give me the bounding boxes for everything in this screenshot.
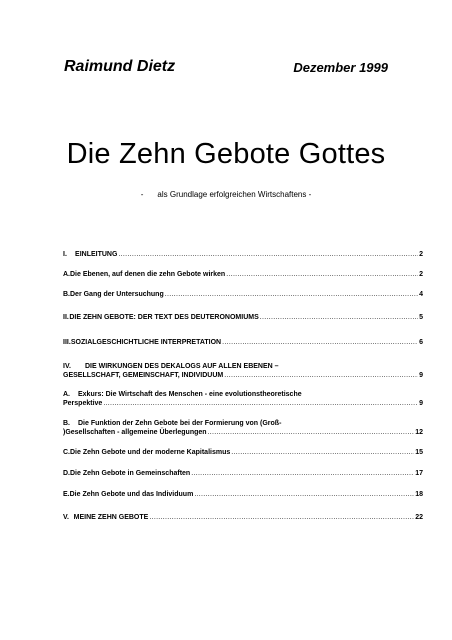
toc-page: 9: [419, 400, 423, 407]
toc-entry[interactable]: [63, 250, 423, 259]
toc-entry[interactable]: [63, 338, 423, 347]
toc-page: 12: [415, 429, 423, 436]
toc-number: B.: [63, 420, 70, 427]
toc-title: Die Ebenen, auf denen die zehn Gebote wirken: [70, 271, 226, 278]
toc-page: 17: [415, 470, 423, 477]
toc-title-line2: )Gesellschaften - allgemeine Überlegungen: [63, 429, 207, 436]
toc-title-line2: GESELLSCHAFT, GEMEINSCHAFT, INDIVIDUUM: [63, 372, 224, 379]
toc-entry[interactable]: [63, 490, 423, 499]
toc-title: SOZIALGESCHICHTLICHE INTERPRETATION: [70, 339, 222, 346]
toc-leader-dots: [222, 338, 418, 347]
header: [64, 58, 388, 82]
toc-entry[interactable]: [63, 270, 423, 279]
document-title: Die Zehn Gebote Gottes: [66, 138, 386, 170]
toc-page: 4: [419, 291, 423, 298]
toc-number: B.: [63, 291, 70, 298]
toc-title-line1: Exkurs: Die Wirtschaft des Menschen - eine evolutionstheoretische: [78, 391, 302, 398]
subtitle-text: als Grundlage erfolgreichen Wirtschaftens -: [157, 190, 312, 199]
toc-page: 6: [419, 339, 423, 346]
toc-number: C.: [63, 449, 70, 456]
toc-page: 22: [415, 514, 423, 521]
toc-title: MEINE ZEHN GEBOTE: [73, 514, 149, 521]
document-date: Dezember 1999: [293, 60, 388, 75]
toc-number: A.: [63, 391, 70, 398]
toc-number: D.: [63, 470, 70, 477]
toc-title: Die Zehn Gebote und der moderne Kapitalismus: [70, 449, 231, 456]
toc-number: A.: [63, 271, 70, 278]
toc-page: 5: [419, 314, 423, 321]
toc-entry[interactable]: [63, 513, 423, 522]
toc-number: I.: [63, 251, 67, 258]
toc-page: 9: [419, 372, 423, 379]
toc-entry[interactable]: [63, 290, 423, 299]
toc-entry[interactable]: [63, 469, 423, 478]
toc-entry[interactable]: [63, 390, 423, 408]
subtitle: [0, 190, 452, 199]
toc-number: II.: [63, 314, 69, 321]
toc-leader-dots: [191, 469, 414, 478]
toc-leader-dots: [260, 313, 418, 322]
toc-leader-dots: [149, 513, 414, 522]
toc-leader-dots: [208, 428, 415, 437]
toc-leader-dots: [224, 371, 418, 380]
toc-leader-dots: [226, 270, 418, 279]
toc-entry[interactable]: [63, 419, 423, 437]
toc-title-line2: Perspektive: [63, 400, 103, 407]
toc-title: EINLEITUNG: [75, 251, 118, 258]
toc-title: Der Gang der Untersuchung: [70, 291, 164, 298]
toc-title-line1: Die Funktion der Zehn Gebote bei der Formierung von (Groß-: [78, 420, 282, 427]
toc-leader-dots: [118, 250, 418, 259]
toc-page: 18: [415, 491, 423, 498]
toc-number: E.: [63, 491, 70, 498]
toc-number: V.: [63, 514, 69, 521]
toc-leader-dots: [194, 490, 414, 499]
toc-entry[interactable]: [63, 448, 423, 457]
toc-page: 2: [419, 251, 423, 258]
toc-number: III.: [63, 339, 71, 346]
subtitle-dash: -: [140, 190, 144, 199]
toc-title: Die Zehn Gebote und das Individuum: [69, 491, 194, 498]
toc-entry[interactable]: [63, 362, 423, 380]
toc-page: 2: [419, 271, 423, 278]
toc-page: 15: [415, 449, 423, 456]
toc-title: DIE ZEHN GEBOTE: DER TEXT DES DEUTERONOMIUMS: [69, 314, 259, 321]
toc-entry[interactable]: [63, 313, 423, 322]
toc-title: Die Zehn Gebote in Gemeinschaften: [70, 470, 191, 477]
toc-leader-dots: [231, 448, 414, 457]
toc-leader-dots: [103, 399, 418, 408]
toc-leader-dots: [165, 290, 418, 299]
author-name: Raimund Dietz: [64, 58, 176, 75]
toc-number: IV.: [63, 363, 71, 370]
toc-title-line1: DIE WIRKUNGEN DES DEKALOGS AUF ALLEN EBENEN –: [85, 363, 279, 370]
